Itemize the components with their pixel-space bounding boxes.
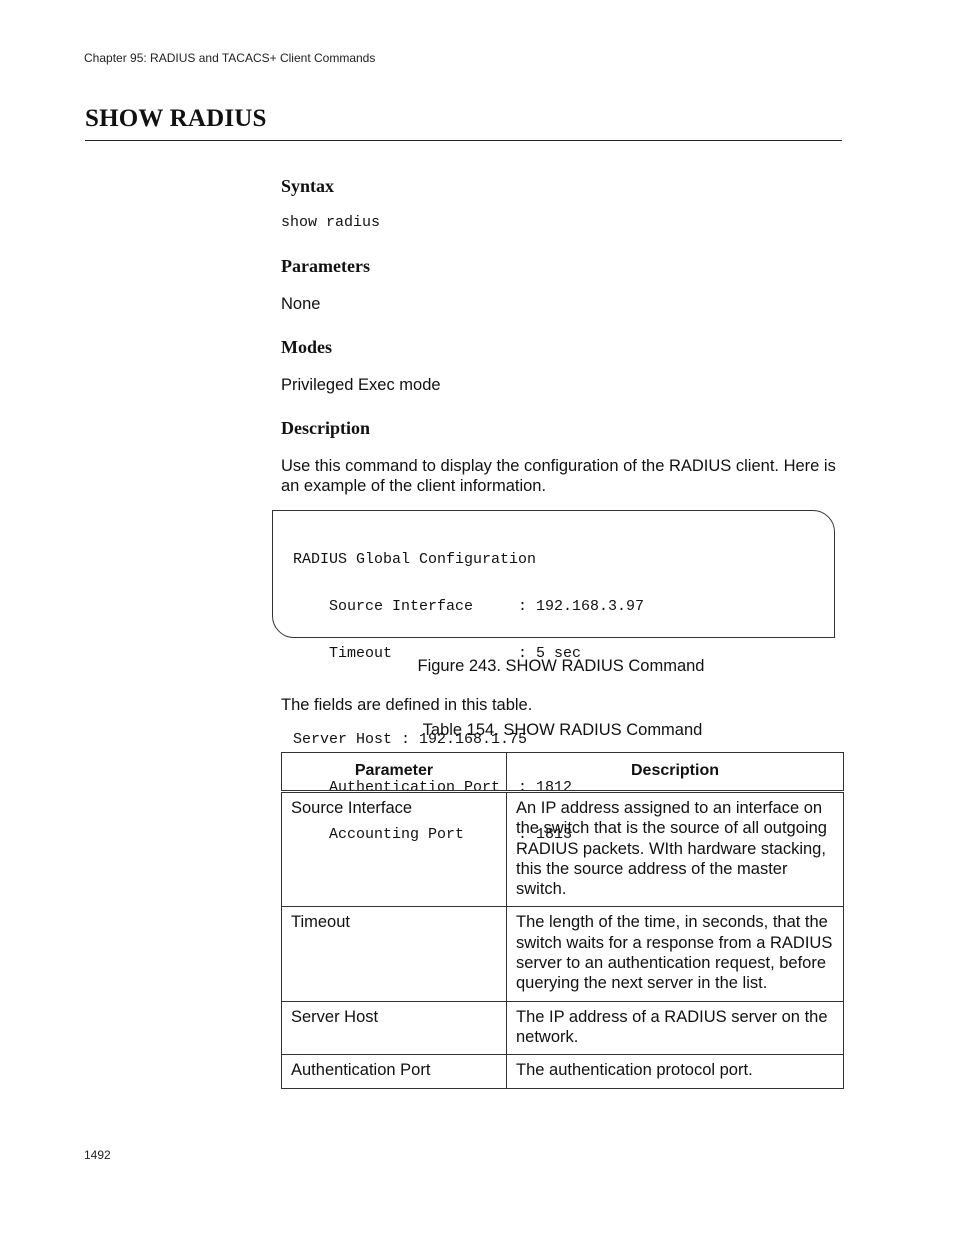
page-number: 1492 bbox=[84, 1148, 111, 1162]
table-intro: The fields are defined in this table. bbox=[281, 696, 533, 714]
table-cell-description: The IP address of a RADIUS server on the network. bbox=[507, 1001, 844, 1055]
syntax-heading: Syntax bbox=[281, 176, 335, 196]
page-title: SHOW RADIUS bbox=[85, 105, 267, 132]
table-cell-parameter: Server Host bbox=[282, 1001, 507, 1055]
title-rule bbox=[85, 140, 842, 141]
parameter-table bbox=[281, 752, 844, 1089]
table-row bbox=[282, 1001, 844, 1055]
table-header-row bbox=[282, 753, 844, 792]
column-header-description: Description bbox=[507, 753, 844, 792]
table-cell-parameter: Source Interface bbox=[282, 792, 507, 907]
parameters-text: None bbox=[281, 295, 321, 313]
table-row bbox=[282, 792, 844, 907]
running-head: Chapter 95: RADIUS and TACACS+ Client Commands bbox=[84, 51, 376, 65]
modes-heading: Modes bbox=[281, 337, 332, 357]
table-row bbox=[282, 907, 844, 1001]
cli-line: RADIUS Global Configuration bbox=[293, 550, 537, 568]
modes-text: Privileged Exec mode bbox=[281, 376, 441, 394]
description-heading: Description bbox=[281, 418, 370, 438]
cli-line: Source Interface : 192.168.3.97 bbox=[293, 597, 645, 615]
figure-caption: Figure 243. SHOW RADIUS Command bbox=[417, 657, 705, 675]
table-cell-description: The authentication protocol port. bbox=[507, 1055, 844, 1088]
description-text: Use this command to display the configuration of the RADIUS client. Here is an example of the client information. bbox=[281, 457, 836, 495]
cli-line: Authentication Port : 1812 bbox=[293, 778, 573, 796]
syntax-code: show radius bbox=[281, 214, 381, 231]
table-cell-parameter: Timeout bbox=[282, 907, 507, 1001]
cli-line: Accounting Port : 1813 bbox=[293, 826, 573, 844]
cli-line: Server Host : 192.168.1.75 bbox=[293, 731, 528, 749]
cli-line: Timeout : 5 sec bbox=[293, 645, 582, 663]
table-cell-description: The length of the time, in seconds, that the switch waits for a response from a RADIUS server to an authentication request, before querying the next server in the list. bbox=[507, 907, 844, 1001]
column-header-parameter: Parameter bbox=[282, 753, 507, 792]
table-row bbox=[282, 1055, 844, 1088]
table-cell-description: An IP address assigned to an interface on the switch that is the source of all outgoing RADIUS packets. WIth hardware stacking, this the source address of the master switch. bbox=[507, 792, 844, 907]
parameters-heading: Parameters bbox=[281, 256, 370, 276]
table-caption: Table 154. SHOW RADIUS Command bbox=[422, 721, 703, 739]
table-cell-parameter: Authentication Port bbox=[282, 1055, 507, 1088]
